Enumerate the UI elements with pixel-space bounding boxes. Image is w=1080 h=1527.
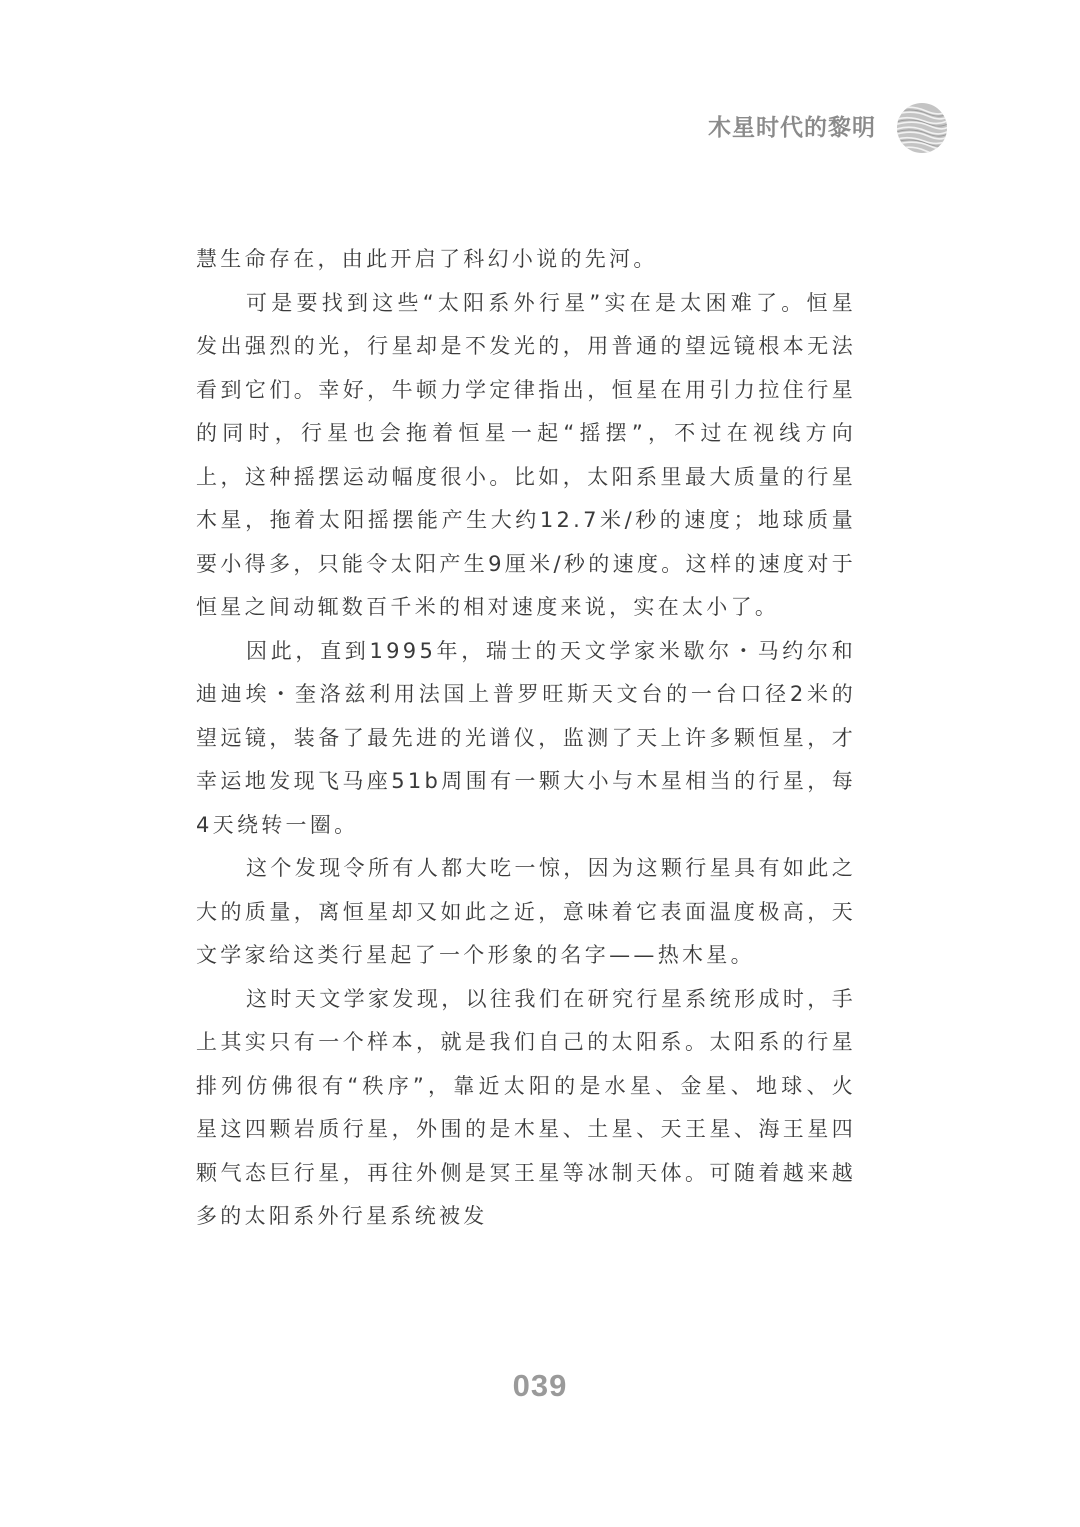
running-title: 木星时代的黎明 [708, 114, 876, 141]
jupiter-planet-icon [896, 102, 948, 154]
page-header [708, 98, 948, 158]
paragraph-3: 因此，直到1995年，瑞士的天文学家米歇尔・马约尔和迪迪埃・奎洛兹利用法国上普罗旺斯天文台的一台口径2米的望远镜，装备了最先进的光谱仪，监测了天上许多颗恒星，才幸运地发现飞马座51b周围有一颗大小与木星相当的行星，每4天绕转一圈。 [196, 638, 856, 837]
paragraph-1: 慧生命存在，由此开启了科幻小说的先河。 [196, 247, 658, 271]
paragraph-5: 这时天文学家发现，以往我们在研究行星系统形成时，手上其实只有一个样本，就是我们自己的太阳系。太阳系的行星排列仿佛很有“秩序”，靠近太阳的是水星、金星、地球、火星这四颗岩质行星，外围的是木星、土星、天王星、海王星四颗气态巨行星，再往外侧是冥王星等冰制天体。可随着越来越多的太阳系外行星系统被发 [196, 986, 856, 1228]
paragraph-2: 可是要找到这些“太阳系外行星”实在是太困难了。恒星发出强烈的光，行星却是不发光的，用普通的望远镜根本无法看到它们。幸好，牛顿力学定律指出，恒星在用引力拉住行星的同时，行星也会拖着恒星一起“摇摆”，不过在视线方向上，这种摇摆运动幅度很小。比如，太阳系里最大质量的行星木星，拖着太阳摇摆能产生大约12.7米/秒的速度；地球质量要小得多，只能令太阳产生9厘米/秒的速度。这样的速度对于恒星之间动辄数百千米的相对速度来说，实在太小了。 [196, 290, 856, 619]
page-number: 039 [512, 1368, 568, 1403]
paragraph-4: 这个发现令所有人都大吃一惊，因为这颗行星具有如此之大的质量，离恒星却又如此之近，意味着它表面温度极高，天文学家给这类行星起了一个形象的名字——热木星。 [196, 856, 856, 967]
body-text [196, 238, 856, 1239]
